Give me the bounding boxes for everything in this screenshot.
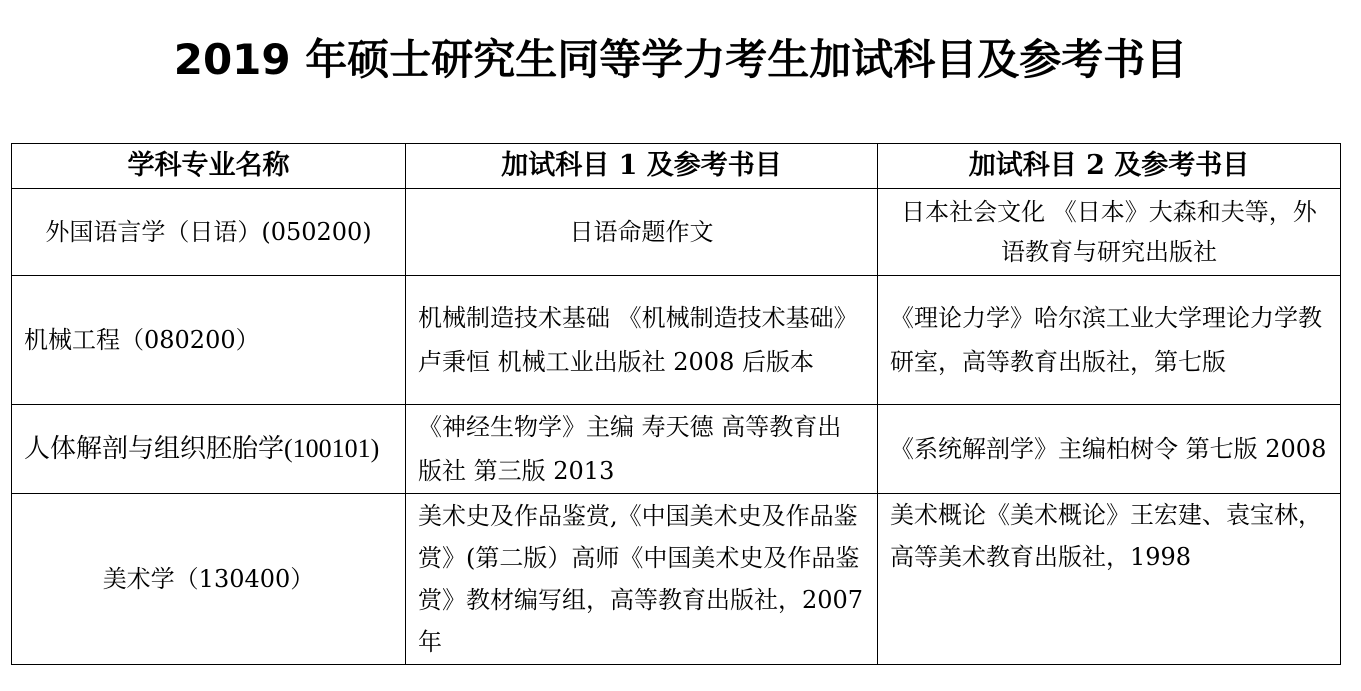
header-major: 学科专业名称 (12, 144, 406, 189)
subject2-cell: 日本社会文化 《日本》大森和夫等，外语教育与研究出版社 (878, 189, 1341, 276)
major-cell: 人体解剖与组织胚胎学(100101) (12, 405, 406, 494)
subject1-cell: 机械制造技术基础 《机械制造技术基础》 卢秉恒 机械工业出版社 2008 后版本 (406, 276, 878, 405)
major-cell: 美术学（130400） (12, 494, 406, 665)
table-row (12, 494, 1341, 665)
subject1-cell: 《神经生物学》主编 寿天德 高等教育出版社 第三版 2013 (406, 405, 878, 494)
table-row (12, 189, 1341, 276)
table-row (12, 276, 1341, 405)
header-subject-1: 加试科目 1 及参考书目 (406, 144, 878, 189)
subjects-table (11, 143, 1341, 665)
subject1-cell: 美术史及作品鉴赏,《中国美术史及作品鉴赏》(第二版）高师《中国美术史及作品鉴赏》教材编写组，高等教育出版社，2007 年 (406, 494, 878, 665)
table-header-row (12, 144, 1341, 189)
document-title: 2019 年硕士研究生同等学力考生加试科目及参考书目 (173, 35, 1188, 84)
major-cell: 外国语言学（日语）(050200) (12, 189, 406, 276)
table-row (12, 405, 1341, 494)
subject2-cell: 《系统解剖学》主编柏树令 第七版 2008 (878, 405, 1341, 494)
header-subject-2: 加试科目 2 及参考书目 (878, 144, 1341, 189)
subject1-cell: 日语命题作文 (406, 189, 878, 276)
subject2-cell: 美术概论《美术概论》王宏建、袁宝林，高等美术教育出版社，1998 (878, 494, 1341, 665)
subject2-cell: 《理论力学》哈尔滨工业大学理论力学教研室，高等教育出版社，第七版 (878, 276, 1341, 405)
major-cell: 机械工程（080200） (12, 276, 406, 405)
